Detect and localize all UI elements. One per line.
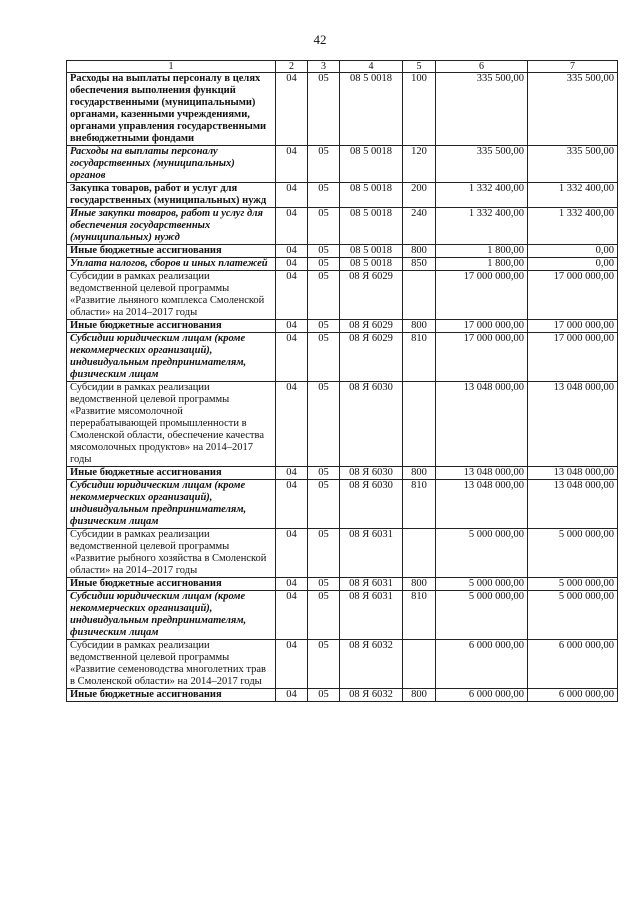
row-section: 04	[276, 640, 308, 689]
table-row	[67, 578, 618, 591]
row-amount-2016: 335 500,00	[436, 73, 528, 146]
row-target-code: 08 Я 6029	[340, 320, 403, 333]
row-subsection: 05	[308, 320, 340, 333]
row-target-code: 08 5 0018	[340, 146, 403, 183]
row-subsection: 05	[308, 271, 340, 320]
row-amount-2017: 0,00	[528, 245, 618, 258]
row-amount-2016: 17 000 000,00	[436, 271, 528, 320]
budget-table	[66, 60, 618, 702]
row-amount-2017: 13 048 000,00	[528, 480, 618, 529]
row-amount-2017: 1 332 400,00	[528, 183, 618, 208]
row-amount-2016: 1 332 400,00	[436, 208, 528, 245]
row-name: Субсидии юридическим лицам (кроме некоммерческих организаций), индивидуальным предпринимателям, физическим лицам	[67, 333, 276, 382]
row-amount-2017: 17 000 000,00	[528, 333, 618, 382]
row-section: 04	[276, 73, 308, 146]
row-expense-type: 810	[403, 591, 436, 640]
row-name: Уплата налогов, сборов и иных платежей	[67, 258, 276, 271]
header-cell: 1	[67, 61, 276, 73]
row-subsection: 05	[308, 640, 340, 689]
row-expense-type: 800	[403, 467, 436, 480]
row-name: Иные бюджетные ассигнования	[67, 578, 276, 591]
row-expense-type: 800	[403, 245, 436, 258]
row-amount-2017: 5 000 000,00	[528, 529, 618, 578]
row-section: 04	[276, 333, 308, 382]
row-section: 04	[276, 208, 308, 245]
table-row	[67, 258, 618, 271]
header-cell: 7	[528, 61, 618, 73]
row-amount-2016: 5 000 000,00	[436, 591, 528, 640]
row-section: 04	[276, 258, 308, 271]
table-row	[67, 271, 618, 320]
table-row	[67, 382, 618, 467]
row-amount-2016: 1 800,00	[436, 258, 528, 271]
row-expense-type: 800	[403, 689, 436, 702]
row-amount-2017: 0,00	[528, 258, 618, 271]
row-amount-2016: 5 000 000,00	[436, 529, 528, 578]
row-section: 04	[276, 578, 308, 591]
row-target-code: 08 5 0018	[340, 73, 403, 146]
row-amount-2016: 1 332 400,00	[436, 183, 528, 208]
row-expense-type: 200	[403, 183, 436, 208]
row-target-code: 08 5 0018	[340, 208, 403, 245]
header-cell: 2	[276, 61, 308, 73]
table-row	[67, 208, 618, 245]
row-amount-2017: 1 332 400,00	[528, 208, 618, 245]
header-cell: 3	[308, 61, 340, 73]
row-amount-2016: 17 000 000,00	[436, 320, 528, 333]
row-expense-type: 850	[403, 258, 436, 271]
table-row	[67, 333, 618, 382]
row-expense-type: 810	[403, 480, 436, 529]
table-row	[67, 640, 618, 689]
row-expense-type	[403, 640, 436, 689]
row-target-code: 08 Я 6031	[340, 591, 403, 640]
row-amount-2017: 5 000 000,00	[528, 578, 618, 591]
row-subsection: 05	[308, 591, 340, 640]
row-amount-2017: 6 000 000,00	[528, 640, 618, 689]
row-amount-2017: 17 000 000,00	[528, 271, 618, 320]
row-target-code: 08 Я 6030	[340, 480, 403, 529]
row-amount-2017: 6 000 000,00	[528, 689, 618, 702]
row-subsection: 05	[308, 258, 340, 271]
row-section: 04	[276, 320, 308, 333]
row-target-code: 08 Я 6032	[340, 640, 403, 689]
row-target-code: 08 Я 6030	[340, 382, 403, 467]
table-row	[67, 146, 618, 183]
row-expense-type: 800	[403, 320, 436, 333]
row-subsection: 05	[308, 183, 340, 208]
table-row	[67, 480, 618, 529]
header-cell: 6	[436, 61, 528, 73]
row-section: 04	[276, 480, 308, 529]
row-expense-type	[403, 271, 436, 320]
row-amount-2016: 17 000 000,00	[436, 333, 528, 382]
row-amount-2016: 13 048 000,00	[436, 467, 528, 480]
row-expense-type: 240	[403, 208, 436, 245]
row-amount-2017: 13 048 000,00	[528, 382, 618, 467]
row-section: 04	[276, 591, 308, 640]
row-section: 04	[276, 183, 308, 208]
row-amount-2016: 335 500,00	[436, 146, 528, 183]
row-name: Субсидии в рамках реализации ведомственной целевой программы «Развитие рыбного хозяйства в Смоленской области» на 2014–2017 годы	[67, 529, 276, 578]
row-target-code: 08 5 0018	[340, 245, 403, 258]
row-subsection: 05	[308, 480, 340, 529]
row-amount-2017: 335 500,00	[528, 146, 618, 183]
row-section: 04	[276, 467, 308, 480]
row-amount-2016: 6 000 000,00	[436, 640, 528, 689]
row-amount-2017: 335 500,00	[528, 73, 618, 146]
row-target-code: 08 Я 6030	[340, 467, 403, 480]
row-name: Иные бюджетные ассигнования	[67, 320, 276, 333]
row-subsection: 05	[308, 146, 340, 183]
table-row	[67, 183, 618, 208]
row-expense-type: 100	[403, 73, 436, 146]
row-section: 04	[276, 146, 308, 183]
table-row	[67, 591, 618, 640]
row-target-code: 08 5 0018	[340, 183, 403, 208]
row-section: 04	[276, 689, 308, 702]
row-amount-2016: 13 048 000,00	[436, 480, 528, 529]
row-section: 04	[276, 382, 308, 467]
row-name: Субсидии юридическим лицам (кроме некоммерческих организаций), индивидуальным предпринимателям, физическим лицам	[67, 480, 276, 529]
row-subsection: 05	[308, 73, 340, 146]
row-target-code: 08 5 0018	[340, 258, 403, 271]
row-name: Расходы на выплаты персоналу в целях обеспечения выполнения функций государственными (муниципальными) органами, казенными учреждениями, органами управления государственными внебюджетными фондами	[67, 73, 276, 146]
row-section: 04	[276, 529, 308, 578]
table-row	[67, 245, 618, 258]
row-name: Иные бюджетные ассигнования	[67, 689, 276, 702]
table-row	[67, 73, 618, 146]
row-name: Субсидии в рамках реализации ведомственной целевой программы «Развитие льняного комплекса Смоленской области» на 2014–2017 годы	[67, 271, 276, 320]
row-subsection: 05	[308, 689, 340, 702]
row-subsection: 05	[308, 578, 340, 591]
row-amount-2016: 6 000 000,00	[436, 689, 528, 702]
row-section: 04	[276, 245, 308, 258]
header-cell: 5	[403, 61, 436, 73]
table-row	[67, 689, 618, 702]
row-subsection: 05	[308, 245, 340, 258]
table-row	[67, 320, 618, 333]
row-target-code: 08 Я 6029	[340, 271, 403, 320]
row-name: Иные бюджетные ассигнования	[67, 467, 276, 480]
header-cell: 4	[340, 61, 403, 73]
row-section: 04	[276, 271, 308, 320]
header-row	[67, 61, 618, 73]
row-expense-type: 800	[403, 578, 436, 591]
row-name: Иные закупки товаров, работ и услуг для обеспечения государственных (муниципальных) нужд	[67, 208, 276, 245]
table-row	[67, 529, 618, 578]
row-expense-type: 810	[403, 333, 436, 382]
row-target-code: 08 Я 6031	[340, 529, 403, 578]
row-target-code: 08 Я 6029	[340, 333, 403, 382]
row-subsection: 05	[308, 333, 340, 382]
row-subsection: 05	[308, 467, 340, 480]
row-name: Субсидии в рамках реализации ведомственной целевой программы «Развитие мясомолочной перерабатывающей промышленности в Смоленской области, обеспечение качества мясомолочных продуктов» на 2014–2017 годы	[67, 382, 276, 467]
row-target-code: 08 Я 6032	[340, 689, 403, 702]
row-subsection: 05	[308, 529, 340, 578]
table-row	[67, 467, 618, 480]
row-subsection: 05	[308, 208, 340, 245]
row-amount-2017: 13 048 000,00	[528, 467, 618, 480]
row-name: Субсидии в рамках реализации ведомственной целевой программы «Развитие семеноводства многолетних трав в Смоленской области» на 2014–2017 годы	[67, 640, 276, 689]
row-amount-2016: 1 800,00	[436, 245, 528, 258]
row-name: Иные бюджетные ассигнования	[67, 245, 276, 258]
row-amount-2016: 5 000 000,00	[436, 578, 528, 591]
row-target-code: 08 Я 6031	[340, 578, 403, 591]
row-name: Субсидии юридическим лицам (кроме некоммерческих организаций), индивидуальным предпринимателям, физическим лицам	[67, 591, 276, 640]
row-expense-type: 120	[403, 146, 436, 183]
row-amount-2017: 5 000 000,00	[528, 591, 618, 640]
row-expense-type	[403, 382, 436, 467]
row-amount-2016: 13 048 000,00	[436, 382, 528, 467]
row-name: Расходы на выплаты персоналу государственных (муниципальных) органов	[67, 146, 276, 183]
page-number: 42	[313, 32, 327, 47]
row-amount-2017: 17 000 000,00	[528, 320, 618, 333]
row-subsection: 05	[308, 382, 340, 467]
row-name: Закупка товаров, работ и услуг для государственных (муниципальных) нужд	[67, 183, 276, 208]
row-expense-type	[403, 529, 436, 578]
